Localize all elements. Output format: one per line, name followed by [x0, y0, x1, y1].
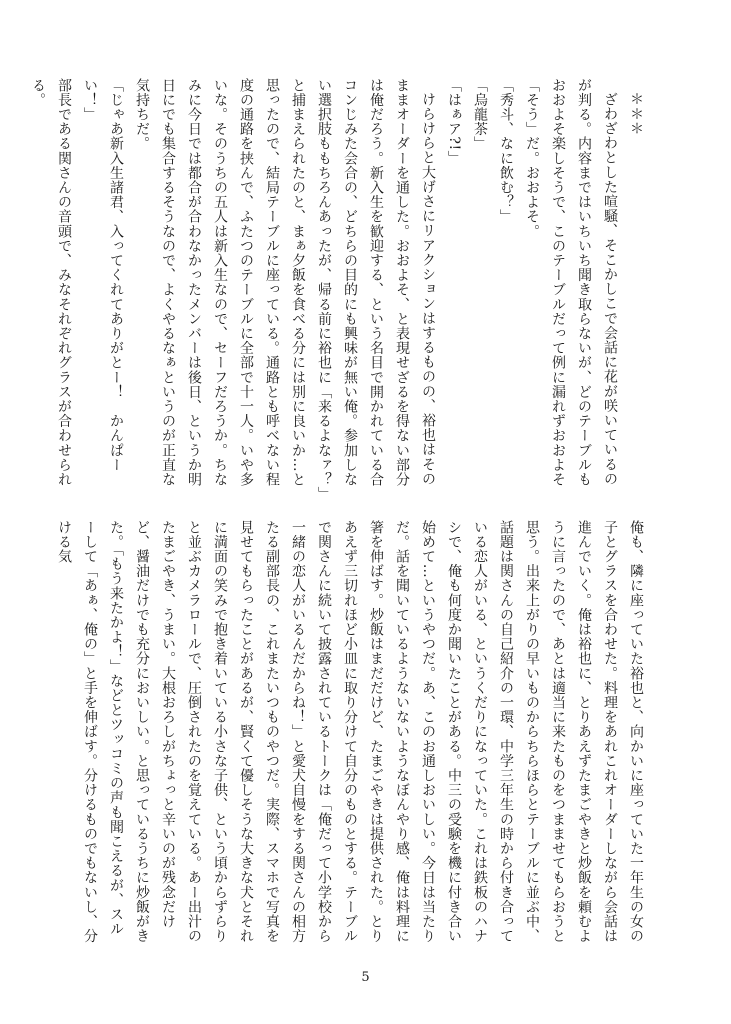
paragraph: けらけらと大げさにリアクションはするものの、裕也はそのままオーダーを通した。おおよそ、と表現せざるを得ない部分は俺だろう。新入生を歓迎する、という名目で開かれている合コンじみた会合の、どちらの目的にも興味が無い俺。参加しない選択肢ももちろんあったが、帰る前に裕也に「来るよなァ？」と捕まえられたのと、まぁ夕飯を食べる分には別に良いか…と思ったので、結局テーブルに座っている。通路とも呼べない程度の通路を挟んで、ふたつのテーブルに全部で十一人。いや多いな。そのうちの五人は新入生なので、セーフだろうか。ちなみに今日では都合が合わなかったメンバーは後日、というか明日にでも集合するそうなので、よくやるなぁというのが正直な気持ちだ。 — [134, 78, 436, 495]
paragraph: ざわざわとした喧騒、そこかしこで会話に花が咲いているのが判る。内容まではいちいち聞き取らないが、どのテーブルもおおよそ楽しそうで、このテーブルだって例に漏れずおおよそ「そう」だ。おおよそ。 — [524, 78, 618, 487]
upper-text-block — [30, 78, 649, 498]
paragraph: 「烏龍茶」 — [472, 78, 488, 151]
paragraph: 部長である関さんの音頭で、みなそれぞれグラスが合わせられる。 — [30, 78, 72, 487]
paragraph: 「はぁア?!」 — [446, 78, 462, 166]
paragraph: ＊＊＊ — [628, 92, 644, 136]
page-number: 5 — [361, 970, 370, 985]
paragraph: 「秀斗、なに飲む？」 — [498, 78, 514, 224]
lower-text-block — [56, 520, 649, 945]
paragraph: 「じゃあ新入生諸君、入ってくれてありがとー！ かんぱーい！」 — [82, 78, 124, 473]
paragraph: 俺も、隣に座っていた裕也と、向かいに座っていた一年生の女の子とグラスを合わせた。料理をあれこれオーダーしながら会話は進んでいく。俺は裕也に、とりあえずたまごやきと炒飯を頼むように言ったので、あとは適当に来たものをつまませてもらおうと思う。出来上がりの早いものからちらほらとテーブルに並ぶ中、話題は関さんの自己紹介の一環、中学三年生の時から付き合っている恋人がいる、というくだりになっていた。これは鉄板のハナシで、俺も何度か聞いたことがある。中三の受験を機に付き合い始めて…というやつだ。あ、このお通しおいしい。今日は当たりだ。話を聞いているようないないようなぼんやり感、俺は料理に箸を伸ばす。炒飯はまだだけど、たまごやきは提供された。とりあえず三切れほど小皿に取り分けて自分のものとする。テーブルで関さんに続いて披露されているトークは「俺だって小学校から一緒の恋人がいるんだからね！」と愛犬自慢をする関さんの相方たる副部長の、これまたいつものやつだ。実際、スマホで写真を見せてもらったことがあるが、賢くて優しそうな大きな犬とそれに満面の笑みで抱き着いている小さな子供、という頃からずらりと並ぶカメラロールで、圧倒されたのを覚えている。あー出汁のたまごやき、うまい。大根おろしがちょっと辛いのが残念だけど、醤油だけでも充分においしい。と思っているうちに炒飯がきた。「もう来たかよ！」などとツッコミの声も聞こえるが、スルーして「あぁ、俺の」と手を伸ばす。分けるものでもないし、分ける気 — [56, 520, 644, 944]
